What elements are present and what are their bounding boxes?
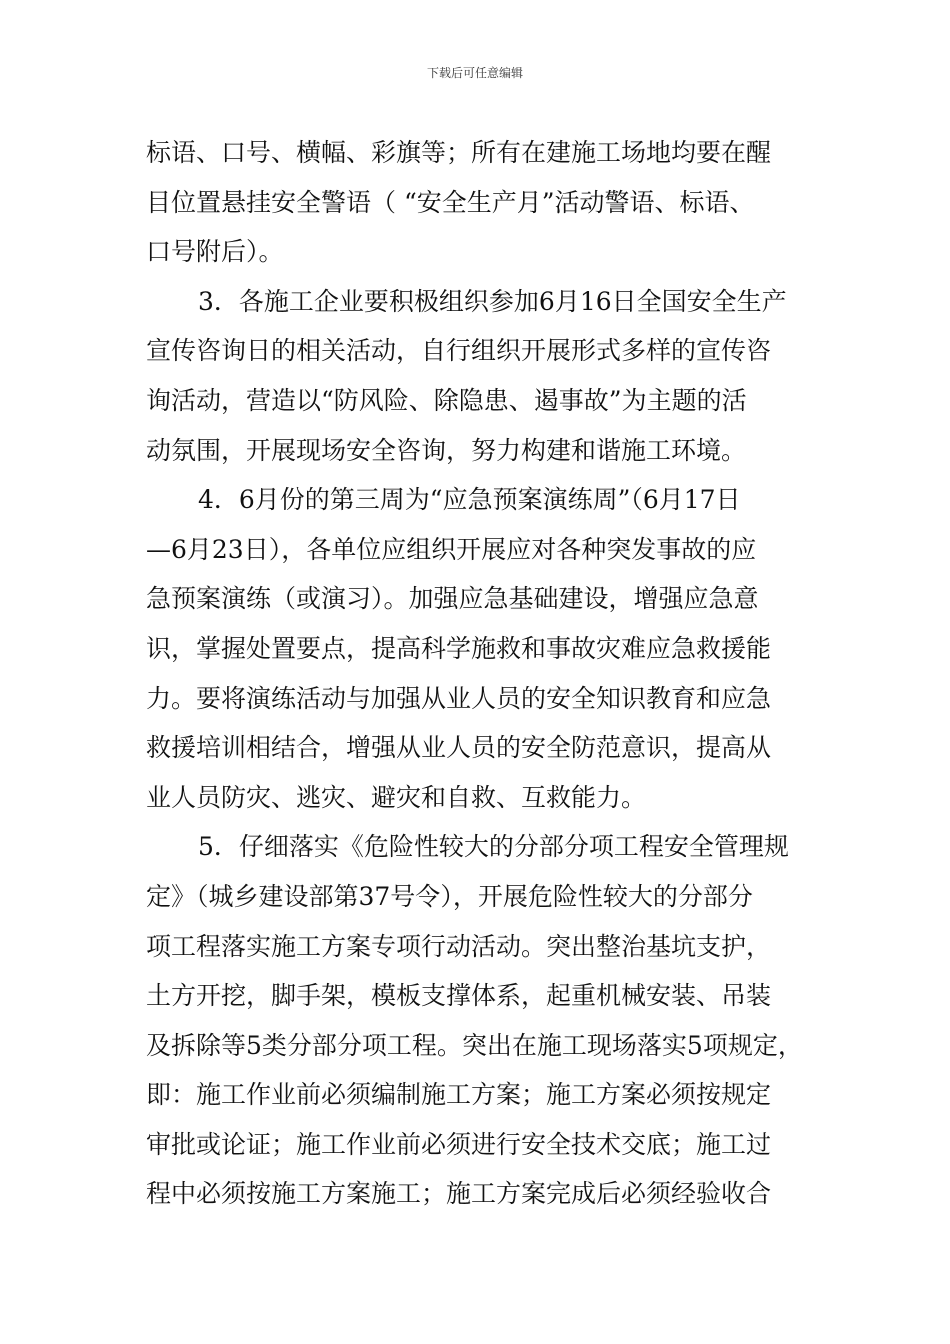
- text-line: 及拆除等5类分部分项工程。突出在施工现场落实5项规定，: [146, 1030, 803, 1060]
- text-line: 项工程落实施工方案专项行动活动。突出整治基坑支护，: [146, 931, 772, 961]
- paragraph-4-first-line: 4．6月份的第三周为“应急预案演练周”（6月17日: [198, 485, 741, 515]
- text-line: 动氛围，开展现场安全咨询，努力构建和谐施工环境。: [146, 435, 747, 465]
- document-body: [146, 128, 816, 1219]
- text-line: 询活动，营造以“防风险、除隐患、遏事故”为主题的活: [146, 385, 747, 415]
- text-line: 目位置悬挂安全警语（ “安全生产月”活动警语、标语、: [146, 187, 755, 217]
- paragraph-5-first-line: 5．仔细落实《危险性较大的分部分项工程安全管理规: [198, 832, 789, 862]
- text-line: 急预案演练（或演习）。加强应急基础建设，增强应急意: [146, 584, 759, 614]
- text-line: 宣传咨询日的相关活动，自行组织开展形式多样的宣传咨: [146, 336, 772, 366]
- text-line: 标语、口号、横幅、彩旗等；所有在建施工场地均要在醒: [146, 138, 772, 167]
- text-line: 土方开挖，脚手架，模板支撑体系，起重机械安装、吊装: [146, 981, 772, 1011]
- text-line: 审批或论证；施工作业前必须进行安全技术交底；施工过: [146, 1129, 772, 1159]
- text-line: 定》（城乡建设部第37号令），开展危险性较大的分部分: [146, 881, 753, 911]
- text-line: 识，掌握处置要点，提高科学施救和事故灾难应急救援能: [146, 633, 772, 663]
- text-line: 救援培训相结合，增强从业人员的安全防范意识，提高从: [146, 733, 772, 763]
- text-line: —6月23日），各单位应组织开展应对各种突发事故的应: [146, 534, 757, 564]
- text-line: 口号附后）。: [146, 237, 284, 267]
- text-line: 力。要将演练活动与加强从业人员的安全知识教育和应急: [146, 683, 772, 713]
- header-note: 下载后可任意编辑: [426, 66, 523, 80]
- text-line: 业人员防灾、逃灾、避灾和自救、互救能力。: [146, 782, 647, 812]
- text-line: 程中必须按施工方案施工；施工方案完成后必须经验收合: [146, 1179, 772, 1209]
- text-line: 即：施工作业前必须编制施工方案；施工方案必须按规定: [146, 1080, 772, 1110]
- paragraph-3-first-line: 3．各施工企业要积极组织参加6月16日全国安全生产: [198, 286, 787, 316]
